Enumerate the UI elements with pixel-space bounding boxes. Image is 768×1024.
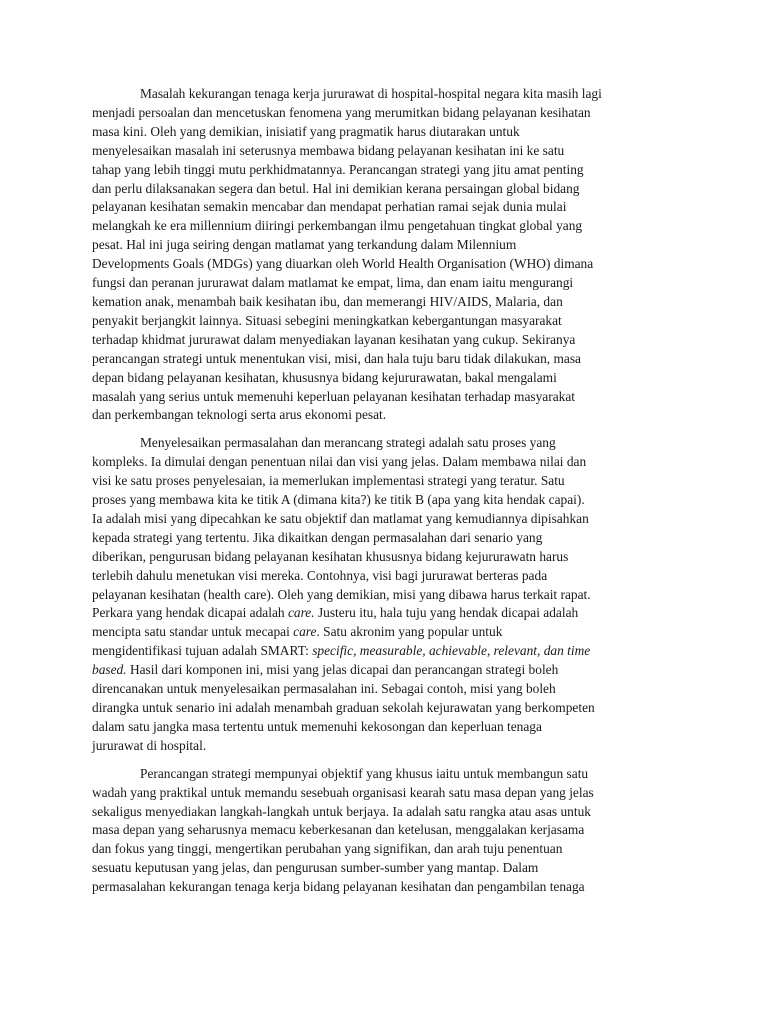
text-run: Perkara yang hendak dicapai adalah bbox=[92, 605, 288, 621]
text-line bbox=[92, 453, 675, 472]
text-run: depan bidang pelayanan kesihatan, khususnya bidang kejururawatan, bakal mengalami bbox=[92, 369, 557, 385]
italic-text: specific, measurable, achievable, relevant, dan time bbox=[312, 643, 591, 659]
text-line bbox=[92, 388, 675, 407]
text-line bbox=[92, 623, 675, 642]
text-run: wadah yang praktikal untuk memandu sesebuah organisasi kearah satu masa depan yang jelas bbox=[92, 784, 594, 800]
text-run: sekaligus menyediakan langkah-langkah untuk berjaya. Ia adalah satu rangka atau asas untuk bbox=[92, 803, 591, 819]
text-line bbox=[92, 180, 675, 199]
text-run: pelayanan kesihatan (health care). Oleh yang demikian, misi yang dibawa harus terkait rapat. bbox=[92, 586, 591, 602]
text-run: dalam satu jangka masa tertentu untuk memenuhi kekosongan dan keperluan tenaga bbox=[92, 718, 542, 734]
text-run: masa depan yang seharusnya memacu keberkesanan dan ketelusan, menggalakan kerjasama bbox=[92, 822, 585, 838]
text-line bbox=[92, 293, 675, 312]
document-body bbox=[92, 85, 675, 897]
document-page bbox=[92, 85, 675, 906]
text-run: diberikan, pengurusan bidang pelayanan kesihatan khususnya bidang kejururawatn harus bbox=[92, 548, 569, 564]
paragraph bbox=[92, 765, 675, 897]
text-line bbox=[92, 123, 675, 142]
text-line bbox=[92, 350, 675, 369]
text-line bbox=[92, 274, 675, 293]
text-line bbox=[92, 491, 675, 510]
text-line bbox=[92, 803, 675, 822]
text-run: penyakit berjangkit lainnya. Situasi sebegini meningkatkan kebergantungan masyarakat bbox=[92, 312, 562, 328]
text-line bbox=[92, 821, 675, 840]
text-line bbox=[92, 161, 675, 180]
text-run: Ia adalah misi yang dipecahkan ke satu objektif dan matlamat yang kemudiannya dipisahkan bbox=[92, 510, 589, 526]
text-run: terlebih dahulu menetukan visi mereka. Contohnya, visi bagi jururawat berteras pada bbox=[92, 567, 548, 583]
text-line bbox=[92, 680, 675, 699]
text-line bbox=[92, 142, 675, 161]
text-run: jururawat di hospital. bbox=[92, 737, 207, 753]
text-run: kompleks. Ia dimulai dengan penentuan nilai dan visi yang jelas. Dalam membawa nilai dan bbox=[92, 454, 587, 470]
text-line bbox=[92, 434, 675, 453]
text-line bbox=[92, 878, 675, 897]
text-line bbox=[92, 718, 675, 737]
text-line bbox=[92, 312, 675, 331]
italic-text: care. bbox=[287, 605, 315, 621]
text-run: melangkah ke era millennium diiringi perkembangan ilmu pengetahuan tingkat global yang bbox=[92, 218, 583, 234]
text-run: kemation anak, menambah baik kesihatan ibu, dan memerangi HIV/AIDS, Malaria, dan bbox=[92, 293, 563, 309]
text-line bbox=[92, 586, 675, 605]
text-line bbox=[92, 784, 675, 803]
text-line bbox=[92, 472, 675, 491]
text-run: dirangka untuk senario ini adalah menambah graduan sekolah kejurawatan yang berkompeten bbox=[92, 700, 595, 715]
text-line bbox=[92, 661, 675, 680]
text-run: fungsi dan peranan jururawat dalam matlamat ke empat, lima, dan enam iaitu mengurangi bbox=[92, 275, 574, 291]
text-run: visi ke satu proses penyelesaian, ia memerlukan implementasi strategi yang teratur. Satu bbox=[92, 473, 565, 489]
text-line bbox=[92, 406, 675, 425]
text-run: Masalah kekurangan tenaga kerja jururawat di hospital-hospital negara kita masih lagi bbox=[140, 86, 602, 101]
paragraph bbox=[92, 85, 675, 425]
text-run: sesuatu keputusan yang jelas, dan pengurusan sumber-sumber yang mantap. Dalam bbox=[92, 860, 539, 876]
text-run: dan fokus yang tinggi, mengertikan perubahan yang signifikan, dan arah tuju penentuan bbox=[92, 841, 563, 857]
paragraph bbox=[92, 434, 675, 755]
text-run: menyelesaikan masalah ini seterusnya membawa bidang pelayanan kesihatan ini ke satu bbox=[92, 142, 565, 158]
text-run: pelayanan kesihatan semakin mencabar dan mendapat perhatian ramai sejak dunia mulai bbox=[92, 199, 567, 215]
text-line bbox=[92, 765, 675, 784]
text-line bbox=[92, 331, 675, 350]
text-run: pesat. Hal ini juga seiring dengan matlamat yang terkandung dalam Milennium bbox=[92, 237, 517, 253]
text-line bbox=[92, 604, 675, 623]
text-line bbox=[92, 840, 675, 859]
text-run: dan perkembangan teknologi serta arus ekonomi pesat. bbox=[92, 407, 387, 423]
text-run: permasalahan kekurangan tenaga kerja bidang pelayanan kesihatan dan pengambilan tenaga bbox=[92, 879, 585, 895]
text-line bbox=[92, 642, 675, 661]
text-run: Menyelesaikan permasalahan dan merancang strategi adalah satu proses yang bbox=[140, 435, 556, 451]
text-run: masalah yang serius untuk memenuhi keperluan pelayanan kesihatan terhadap masyarakat bbox=[92, 388, 575, 404]
text-run: masa kini. Oleh yang demikian, inisiatif yang pragmatik harus diutarakan untuk bbox=[92, 123, 520, 139]
text-line bbox=[92, 859, 675, 878]
text-line bbox=[92, 369, 675, 388]
text-run: Developments Goals (MDGs) yang diuarkan oleh World Health Organisation (WHO) dimana bbox=[92, 256, 594, 272]
text-run: Hasil dari komponen ini, misi yang jelas dicapai dan perancangan strategi boleh bbox=[126, 662, 559, 678]
text-run: dan perlu dilaksanakan segera dan betul. Hal ini demikian kerana persaingan global bidang bbox=[92, 180, 580, 196]
text-run: kepada strategi yang tertentu. Jika dikaitkan dengan permasalahan dari senario yang bbox=[92, 529, 543, 545]
text-run: mencipta satu standar untuk mecapai bbox=[92, 624, 294, 640]
text-line bbox=[92, 548, 675, 567]
text-run: . Satu akronim yang popular untuk bbox=[316, 624, 503, 640]
text-line bbox=[92, 104, 675, 123]
text-run: perancangan strategi untuk menentukan visi, misi, dan hala tuju baru tidak dilakukan, masa bbox=[92, 350, 581, 366]
text-line bbox=[92, 85, 675, 104]
italic-text: based. bbox=[92, 662, 127, 678]
text-run: Justeru itu, hala tuju yang hendak dicapai adalah bbox=[314, 605, 579, 621]
text-run: direncanakan untuk menyelesaikan permasalahan ini. Sebagai contoh, misi yang boleh bbox=[92, 681, 556, 697]
text-line bbox=[92, 198, 675, 217]
text-run: mengidentifikasi tujuan adalah SMART: bbox=[92, 643, 313, 659]
italic-text: care bbox=[293, 624, 317, 640]
text-line bbox=[92, 510, 675, 529]
text-run: tahap yang lebih tinggi mutu perkhidmatannya. Perancangan strategi yang jitu amat penting bbox=[92, 161, 584, 177]
text-run: Perancangan strategi mempunyai objektif yang khusus iaitu untuk membangun satu bbox=[140, 765, 589, 781]
text-line bbox=[92, 529, 675, 548]
text-line bbox=[92, 236, 675, 255]
text-run: terhadap khidmat jururawat dalam menyediakan layanan kesihatan yang cukup. Sekiranya bbox=[92, 331, 576, 347]
text-run: proses yang membawa kita ke titik A (dimana kita?) ke titik B (apa yang kita hendak capai). bbox=[92, 492, 585, 508]
text-line bbox=[92, 699, 675, 718]
text-line bbox=[92, 255, 675, 274]
text-line bbox=[92, 217, 675, 236]
text-line bbox=[92, 567, 675, 586]
text-run: menjadi persoalan dan mencetuskan fenomena yang merumitkan bidang pelayanan kesihatan bbox=[92, 104, 591, 120]
text-line bbox=[92, 737, 675, 756]
